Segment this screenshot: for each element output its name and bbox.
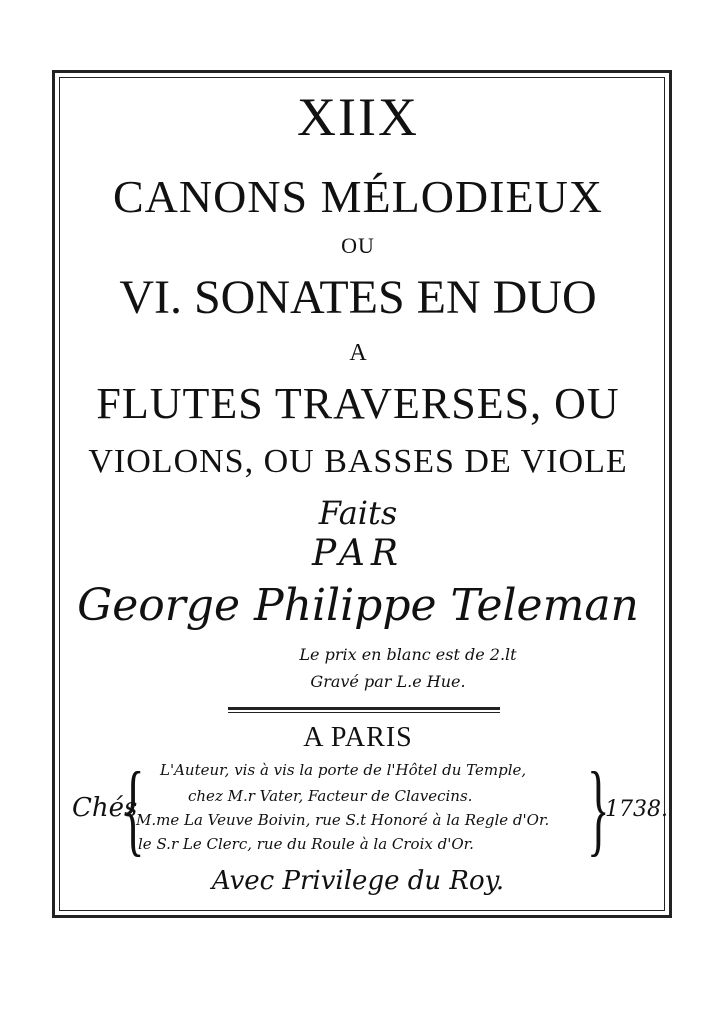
address-line: le S.r Le Clerc, rue du Roule à la Croix d'Or. <box>138 835 474 853</box>
address-line: M.me La Veuve Boivin, rue S.t Honoré à la Regle d'Or. <box>136 811 550 829</box>
divider-thick <box>228 707 500 710</box>
par-label: PAR <box>311 533 405 574</box>
engraver-note: Gravé par L.e Hue. <box>310 672 466 691</box>
title-line-violons: VIOLONS, OU BASSES DE VIOLE <box>88 443 628 480</box>
address-line: L'Auteur, vis à vis la porte de l'Hôtel du Temple, <box>160 761 527 779</box>
right-brace-icon: } <box>587 751 610 866</box>
composer-name: George Philippe Teleman <box>77 580 639 631</box>
publication-year: 1738. <box>605 797 668 822</box>
title-conjunction-ou: OU <box>341 233 375 258</box>
divider-thin <box>228 712 500 713</box>
title-preposition-a: A <box>349 340 367 366</box>
address-line: chez M.r Vater, Facteur de Clavecins. <box>188 787 473 805</box>
faits-label: Faits <box>318 494 398 532</box>
price-note: Le prix en blanc est de 2.lt <box>299 645 517 664</box>
title-line-flutes: FLUTES TRAVERSES, OU <box>96 379 620 428</box>
title-line-canons: CANONS MÉLODIEUX <box>112 171 604 222</box>
privilege-line: Avec Privilege du Roy. <box>211 866 505 896</box>
sonata-count-heading: XIIX <box>297 87 419 147</box>
publication-city: A PARIS <box>303 722 413 753</box>
title-line-sonates: VI. SONATES EN DUO <box>119 271 597 324</box>
imprint-block <box>60 751 670 866</box>
ches-label: Chés <box>72 793 138 823</box>
left-brace-icon: { <box>122 751 145 866</box>
